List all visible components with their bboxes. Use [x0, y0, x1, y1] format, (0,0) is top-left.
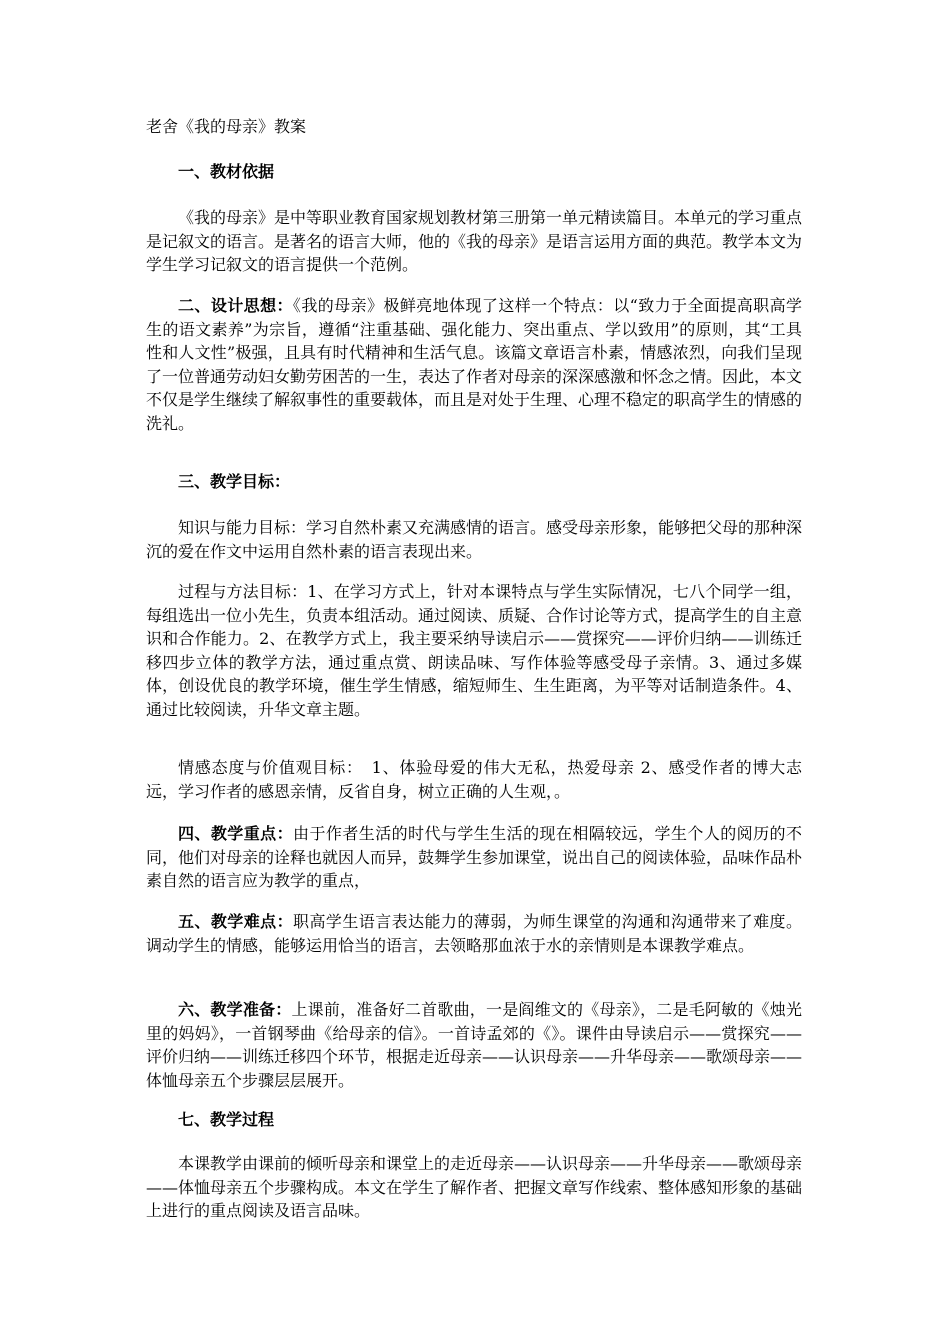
paragraph-process-goal — [146, 580, 802, 721]
section-heading-text: 二、设计思想： — [178, 296, 293, 315]
paragraph-text: 职高学生语言表达能力的薄弱，为师生课堂的沟通和沟通带来了难度。调动学生的情感，能够运用恰当的语言，去领略那血浓于水的亲情则是本课教学难点。 — [146, 912, 802, 955]
paragraph-text: 《我的母亲》极鲜亮地体现了这样一个特点：以“致力于全面提高职高学生的语文素养”为宗旨，遵循“注重基础、强化能力、突出重点、学以致用”的原则，其“工具性和人文性”极强，且具有时代精神和生活气息。该篇文章语言朴素，情感浓烈，向我们呈现了一位普通劳动妇女勤劳困苦的一生，表达了作者对母亲的深深感激和怀念之情。因此，本文不仅是学生继续了解叙事性的重要载体，而且是对处于生理、心理不稳定的职高学生的情感的洗礼。 — [146, 296, 803, 433]
paragraph-teaching-difficulty — [146, 910, 802, 957]
paragraph-text: 《我的母亲》是中等职业教育国家规划教材第三册第一单元精读篇目。本单元的学习重点是记叙文的语言。是著名的语言大师，他的《我的母亲》是语言运用方面的典范。教学本文为学生学习记叙文的语言提供一个范例。 — [146, 208, 803, 274]
paragraph-teaching-focus — [146, 822, 802, 893]
section-heading-text: 四、教学重点： — [178, 824, 294, 843]
paragraph-text: 情感态度与价值观目标： 1、体验母爱的伟大无私，热爱母亲 2、感受作者的博大志远，学习作者的感恩亲情，反省自身，树立正确的人生观，。 — [146, 758, 802, 801]
section-heading-text: 五、教学难点： — [178, 912, 294, 931]
paragraph-emotion-goal — [146, 756, 802, 803]
document-title: 老舍《我的母亲》教案 — [146, 117, 307, 136]
section-heading-text: 六、教学准备： — [178, 1000, 292, 1019]
section-heading-1 — [146, 160, 802, 184]
paragraph-text: 本课教学由课前的倾听母亲和课堂上的走近母亲——认识母亲——升华母亲——歌颂母亲——体恤母亲五个步骤构成。本文在学生了解作者、把握文章写作线索、整体感知形象的基础上进行的重点阅读及语言品味。 — [146, 1154, 803, 1220]
paragraph-textbook-basis — [146, 206, 802, 277]
paragraph-knowledge-goal — [146, 516, 802, 563]
paragraph-design-idea — [146, 294, 802, 435]
paragraph-teaching-preparation — [146, 998, 802, 1092]
section-heading-text: 一、教材依据 — [178, 162, 275, 181]
paragraph-text: 知识与能力目标：学习自然朴素又充满感情的语言。感受母亲形象，能够把父母的那种深沉的爱在作文中运用自然朴素的语言表现出来。 — [146, 518, 803, 561]
paragraph-teaching-process — [146, 1152, 802, 1223]
section-heading-text: 三、教学目标： — [178, 472, 291, 491]
section-heading-3 — [146, 470, 802, 494]
section-heading-7 — [146, 1108, 802, 1132]
paragraph-text: 由于作者生活的时代与学生生活的现在相隔较远，学生个人的阅历的不同，他们对母亲的诠释也就因人而异，鼓舞学生参加课堂，说出自己的阅读体验，品味作品朴素自然的语言应为教学的重点， — [146, 824, 803, 890]
paragraph-text: 上课前，准备好二首歌曲，一是阎维文的《母亲》，二是毛阿敏的《烛光里的妈妈》，一首钢琴曲《给母亲的信》。一首诗孟郊的《》。课件由导读启示——赏探究——评价归纳——训练迁移四个环节，根据走近母亲——认识母亲——升华母亲——歌颂母亲——体恤母亲五个步骤层层展开。 — [146, 1000, 803, 1090]
paragraph-text: 过程与方法目标：1、在学习方式上，针对本课特点与学生实际情况，七八个同学一组，每组选出一位小先生，负责本组活动。通过阅读、质疑、合作讨论等方式，提高学生的自主意识和合作能力。2、在教学方式上，我主要采纳导读启示——赏探究——评价归纳——训练迁移四步立体的教学方法，通过重点赏、朗读品味、写作体验等感受母子亲情。3、通过多媒体，创设优良的教学环境，催生学生情感，缩短师生、生生距离，为平等对话制造条件。4、通过比较阅读，升华文章主题。 — [146, 582, 803, 719]
section-heading-text: 七、教学过程 — [178, 1110, 275, 1129]
